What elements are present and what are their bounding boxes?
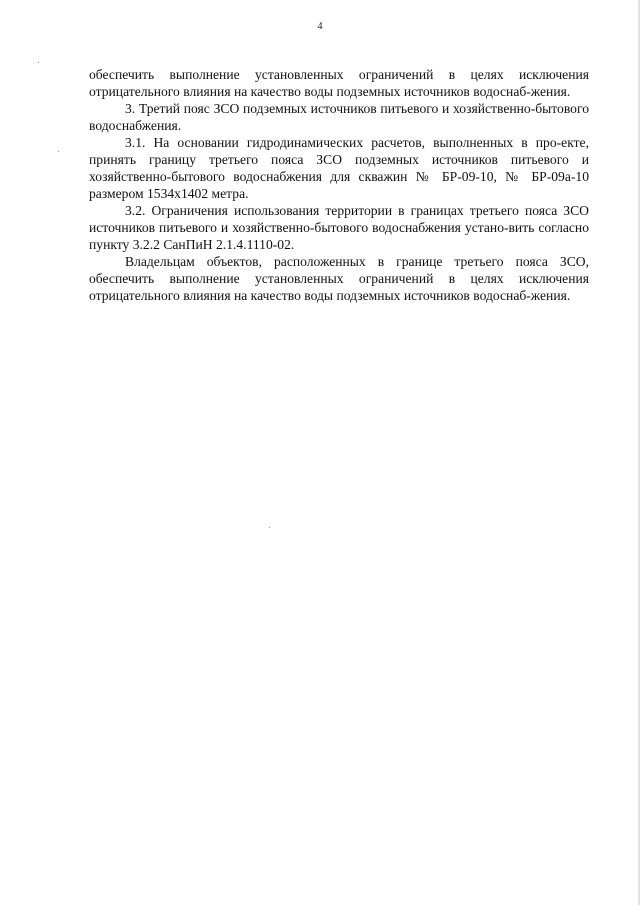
paragraph-owners: Владельцам объектов, расположенных в границе третьего пояса ЗСО, обеспечить выполнение установленных ограничений в целях исключения отрицательного влияния на качество воды подземных источников водоснаб-жения.	[89, 254, 589, 303]
paragraph-item-3-1: 3.1. На основании гидродинамических расчетов, выполненных в про-екте, принять границу третьего пояса ЗСО подземных источников питьевого и хозяйственно-бытового водоснабжения для скважин № БР-09-10, № БР-09а-10 размером 1534х1402 метра.	[89, 135, 589, 201]
paragraph-continuation: обеспечить выполнение установленных ограничений в целях исключения отрицательного влияния на качество воды подземных источников водоснаб-жения.	[89, 67, 589, 99]
scan-speck	[38, 62, 39, 63]
paragraph-item-3-2: 3.2. Ограничения использования территории в границах третьего пояса ЗСО источников питьевого и хозяйственно-бытового водоснабжения устано-вить согласно пункту 3.2.2 СанПиН 2.1.4.1110-02.	[89, 203, 589, 252]
page-number: 4	[317, 21, 323, 32]
paragraph-section-3: 3. Третий пояс ЗСО подземных источников питьевого и хозяйственно-бытового водоснабжения.	[89, 101, 589, 133]
scan-speck	[58, 151, 59, 152]
document-body	[89, 66, 589, 304]
scan-speck	[269, 527, 270, 528]
